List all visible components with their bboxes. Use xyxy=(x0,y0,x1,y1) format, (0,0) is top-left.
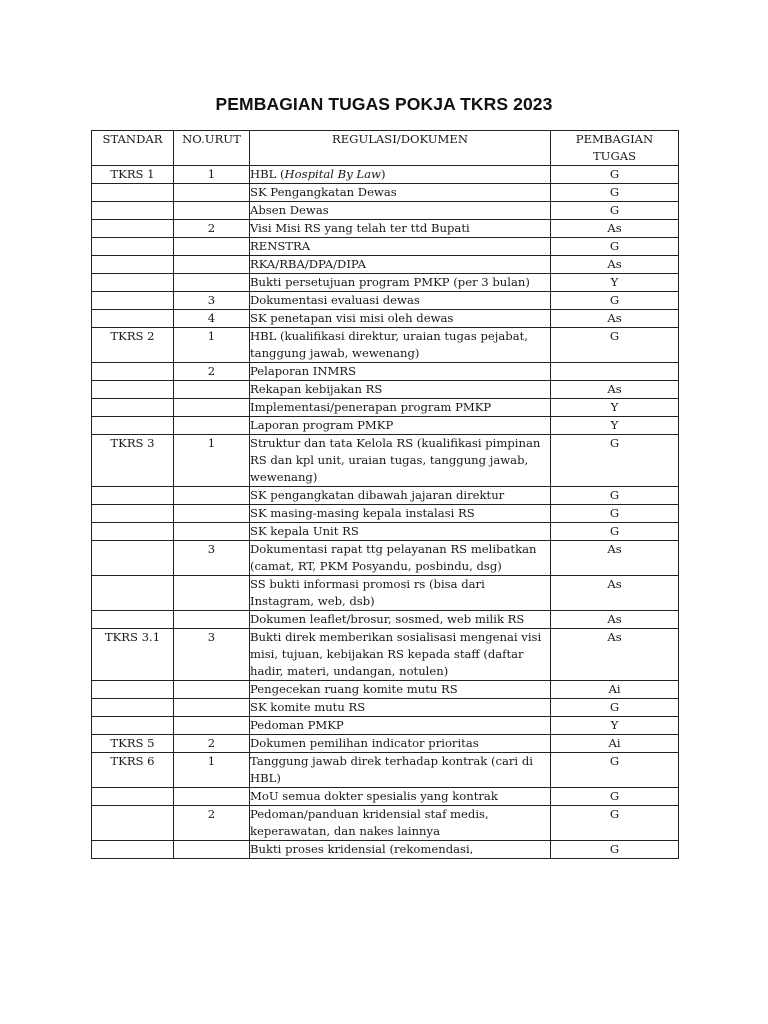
cell-standar xyxy=(92,505,174,523)
cell-no-urut xyxy=(174,717,250,735)
cell-pembagian-tugas: G xyxy=(551,238,679,256)
cell-pembagian-tugas: Ai xyxy=(551,735,679,753)
cell-pembagian-tugas: G xyxy=(551,292,679,310)
table-row xyxy=(92,417,679,435)
table-row xyxy=(92,576,679,611)
cell-no-urut: 4 xyxy=(174,310,250,328)
cell-pembagian-tugas: G xyxy=(551,841,679,859)
cell-regulasi-dokumen: RENSTRA xyxy=(250,238,551,256)
table-row xyxy=(92,256,679,274)
cell-regulasi-dokumen: Bukti persetujuan program PMKP (per 3 bulan) xyxy=(250,274,551,292)
table-row xyxy=(92,220,679,238)
cell-no-urut xyxy=(174,274,250,292)
header-no-urut: NO.URUT xyxy=(174,131,250,166)
cell-pembagian-tugas: G xyxy=(551,505,679,523)
table-row xyxy=(92,487,679,505)
cell-standar: TKRS 5 xyxy=(92,735,174,753)
cell-standar xyxy=(92,256,174,274)
cell-standar xyxy=(92,292,174,310)
cell-standar: TKRS 2 xyxy=(92,328,174,363)
table-row xyxy=(92,363,679,381)
cell-regulasi-dokumen: Rekapan kebijakan RS xyxy=(250,381,551,399)
cell-pembagian-tugas: Y xyxy=(551,717,679,735)
cell-regulasi-dokumen: Bukti direk memberikan sosialisasi mengenai visi misi, tujuan, kebijakan RS kepada staff (daftar hadir, materi, undangan, notulen) xyxy=(250,629,551,681)
cell-pembagian-tugas: G xyxy=(551,753,679,788)
cell-standar xyxy=(92,611,174,629)
cell-no-urut: 3 xyxy=(174,541,250,576)
table-row xyxy=(92,629,679,681)
table-row xyxy=(92,681,679,699)
cell-regulasi-dokumen: SK komite mutu RS xyxy=(250,699,551,717)
cell-pembagian-tugas: Y xyxy=(551,417,679,435)
table-row xyxy=(92,753,679,788)
cell-regulasi-dokumen: Pelaporan INMRS xyxy=(250,363,551,381)
header-regulasi-dokumen: REGULASI/DOKUMEN xyxy=(250,131,551,166)
table-row xyxy=(92,435,679,487)
table-row xyxy=(92,202,679,220)
cell-regulasi-dokumen: Pedoman/panduan kridensial staf medis, keperawatan, dan nakes lainnya xyxy=(250,806,551,841)
cell-no-urut xyxy=(174,487,250,505)
cell-no-urut: 2 xyxy=(174,220,250,238)
cell-no-urut xyxy=(174,699,250,717)
table-row xyxy=(92,399,679,417)
cell-regulasi-dokumen xyxy=(250,166,551,184)
cell-standar xyxy=(92,576,174,611)
header-pembagian-tugas xyxy=(551,131,679,166)
cell-no-urut: 2 xyxy=(174,363,250,381)
cell-regulasi-dokumen: Visi Misi RS yang telah ter ttd Bupati xyxy=(250,220,551,238)
cell-standar xyxy=(92,399,174,417)
cell-regulasi-dokumen: Laporan program PMKP xyxy=(250,417,551,435)
cell-standar xyxy=(92,220,174,238)
cell-regulasi-dokumen: SS bukti informasi promosi rs (bisa dari Instagram, web, dsb) xyxy=(250,576,551,611)
cell-regulasi-dokumen: SK kepala Unit RS xyxy=(250,523,551,541)
cell-regulasi-dokumen: Dokumentasi evaluasi dewas xyxy=(250,292,551,310)
cell-regulasi-dokumen: Tanggung jawab direk terhadap kontrak (cari di HBL) xyxy=(250,753,551,788)
cell-standar xyxy=(92,681,174,699)
table-row xyxy=(92,806,679,841)
cell-regulasi-dokumen: Absen Dewas xyxy=(250,202,551,220)
cell-standar xyxy=(92,417,174,435)
cell-standar xyxy=(92,238,174,256)
cell-no-urut xyxy=(174,202,250,220)
cell-pembagian-tugas: As xyxy=(551,576,679,611)
cell-pembagian-tugas: As xyxy=(551,541,679,576)
cell-pembagian-tugas: As xyxy=(551,381,679,399)
cell-pembagian-tugas: G xyxy=(551,523,679,541)
cell-pembagian-tugas: G xyxy=(551,806,679,841)
cell-no-urut: 1 xyxy=(174,328,250,363)
table-row xyxy=(92,611,679,629)
cell-standar: TKRS 6 xyxy=(92,753,174,788)
cell-regulasi-dokumen: Bukti proses kridensial (rekomendasi, xyxy=(250,841,551,859)
cell-no-urut: 2 xyxy=(174,735,250,753)
cell-pembagian-tugas: Ai xyxy=(551,681,679,699)
doc-text-after: ) xyxy=(380,167,386,181)
cell-pembagian-tugas: G xyxy=(551,328,679,363)
table-row xyxy=(92,541,679,576)
cell-regulasi-dokumen: Pedoman PMKP xyxy=(250,717,551,735)
table-row xyxy=(92,274,679,292)
doc-text: HBL ( xyxy=(250,167,285,181)
cell-pembagian-tugas: G xyxy=(551,184,679,202)
cell-no-urut: 3 xyxy=(174,629,250,681)
cell-regulasi-dokumen: SK masing-masing kepala instalasi RS xyxy=(250,505,551,523)
cell-pembagian-tugas: Y xyxy=(551,399,679,417)
cell-standar xyxy=(92,363,174,381)
cell-standar xyxy=(92,184,174,202)
table-row xyxy=(92,699,679,717)
cell-standar xyxy=(92,202,174,220)
cell-no-urut xyxy=(174,417,250,435)
header-pembagian-tugas-label: PEMBAGIAN TUGAS xyxy=(575,132,654,163)
cell-pembagian-tugas: As xyxy=(551,310,679,328)
cell-regulasi-dokumen: Struktur dan tata Kelola RS (kualifikasi pimpinan RS dan kpl unit, uraian tugas, tanggung jawab, wewenang) xyxy=(250,435,551,487)
table-header-row xyxy=(92,131,679,166)
cell-pembagian-tugas: G xyxy=(551,788,679,806)
cell-regulasi-dokumen: Dokumen pemilihan indicator prioritas xyxy=(250,735,551,753)
cell-no-urut xyxy=(174,256,250,274)
cell-standar xyxy=(92,806,174,841)
cell-no-urut xyxy=(174,238,250,256)
cell-pembagian-tugas: Y xyxy=(551,274,679,292)
cell-standar: TKRS 3 xyxy=(92,435,174,487)
cell-standar: TKRS 1 xyxy=(92,166,174,184)
cell-pembagian-tugas: G xyxy=(551,435,679,487)
table-row xyxy=(92,292,679,310)
cell-no-urut: 3 xyxy=(174,292,250,310)
cell-no-urut xyxy=(174,184,250,202)
cell-standar xyxy=(92,717,174,735)
cell-regulasi-dokumen: SK pengangkatan dibawah jajaran direktur xyxy=(250,487,551,505)
cell-no-urut xyxy=(174,681,250,699)
table-row xyxy=(92,735,679,753)
table-row xyxy=(92,523,679,541)
cell-no-urut xyxy=(174,381,250,399)
cell-no-urut xyxy=(174,788,250,806)
cell-regulasi-dokumen: Implementasi/penerapan program PMKP xyxy=(250,399,551,417)
table-row xyxy=(92,184,679,202)
table-row xyxy=(92,328,679,363)
cell-regulasi-dokumen: SK penetapan visi misi oleh dewas xyxy=(250,310,551,328)
header-standar: STANDAR xyxy=(92,131,174,166)
cell-pembagian-tugas: G xyxy=(551,202,679,220)
table-row xyxy=(92,841,679,859)
cell-regulasi-dokumen: RKA/RBA/DPA/DIPA xyxy=(250,256,551,274)
cell-no-urut xyxy=(174,841,250,859)
cell-regulasi-dokumen: SK Pengangkatan Dewas xyxy=(250,184,551,202)
cell-standar xyxy=(92,381,174,399)
cell-standar xyxy=(92,541,174,576)
cell-regulasi-dokumen: MoU semua dokter spesialis yang kontrak xyxy=(250,788,551,806)
table-row xyxy=(92,310,679,328)
cell-pembagian-tugas xyxy=(551,363,679,381)
cell-pembagian-tugas: As xyxy=(551,220,679,238)
cell-pembagian-tugas: G xyxy=(551,699,679,717)
doc-text-italic: Hospital By Law xyxy=(284,167,381,181)
task-table xyxy=(91,130,679,859)
cell-standar: TKRS 3.1 xyxy=(92,629,174,681)
cell-no-urut: 1 xyxy=(174,753,250,788)
cell-no-urut: 1 xyxy=(174,435,250,487)
cell-regulasi-dokumen: Dokumen leaflet/brosur, sosmed, web milik RS xyxy=(250,611,551,629)
table-row xyxy=(92,238,679,256)
cell-standar xyxy=(92,699,174,717)
cell-pembagian-tugas: G xyxy=(551,487,679,505)
cell-pembagian-tugas: As xyxy=(551,256,679,274)
table-row xyxy=(92,381,679,399)
cell-no-urut: 2 xyxy=(174,806,250,841)
document-title: PEMBAGIAN TUGAS POKJA TKRS 2023 xyxy=(215,94,553,114)
table-row xyxy=(92,788,679,806)
cell-no-urut xyxy=(174,505,250,523)
cell-standar xyxy=(92,523,174,541)
cell-pembagian-tugas: G xyxy=(551,166,679,184)
cell-standar xyxy=(92,841,174,859)
cell-regulasi-dokumen: Pengecekan ruang komite mutu RS xyxy=(250,681,551,699)
table-row xyxy=(92,166,679,184)
cell-no-urut xyxy=(174,399,250,417)
cell-standar xyxy=(92,487,174,505)
cell-regulasi-dokumen: HBL (kualifikasi direktur, uraian tugas pejabat, tanggung jawab, wewenang) xyxy=(250,328,551,363)
cell-no-urut xyxy=(174,576,250,611)
cell-no-urut xyxy=(174,523,250,541)
cell-standar xyxy=(92,788,174,806)
cell-pembagian-tugas: As xyxy=(551,611,679,629)
cell-no-urut: 1 xyxy=(174,166,250,184)
cell-regulasi-dokumen: Dokumentasi rapat ttg pelayanan RS melibatkan (camat, RT, PKM Posyandu, posbindu, dsg) xyxy=(250,541,551,576)
cell-standar xyxy=(92,310,174,328)
cell-standar xyxy=(92,274,174,292)
cell-no-urut xyxy=(174,611,250,629)
cell-pembagian-tugas: As xyxy=(551,629,679,681)
table-row xyxy=(92,505,679,523)
table-row xyxy=(92,717,679,735)
